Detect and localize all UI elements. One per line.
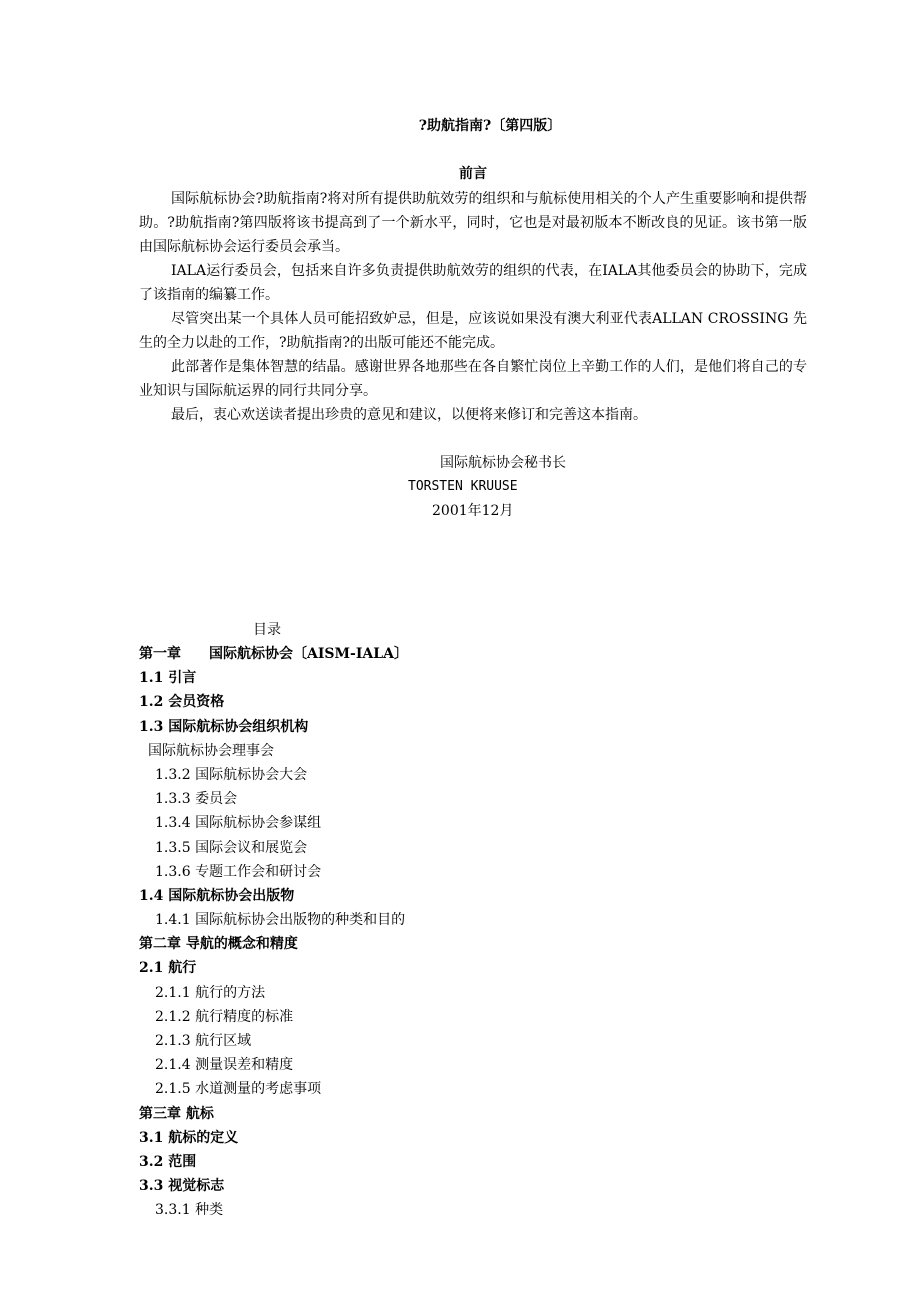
toc-entry[interactable]: 1.4.1 国际航标协会出版物的种类和目的: [155, 912, 406, 929]
table-of-contents: [139, 642, 819, 1223]
preface-paragraph: IALA运行委员会，包括来自许多负责提供助航效劳的组织的代表，在IALA其他委员会的协助下，完成了该指南的编纂工作。: [139, 263, 807, 303]
toc-entry[interactable]: 2.1.3 航行区域: [155, 1033, 252, 1049]
toc-entry[interactable]: 2.1.1 航行的方法: [155, 984, 266, 1001]
toc-entry[interactable]: 1.1 引言: [139, 670, 197, 687]
toc-entry[interactable]: 1.4 国际航标协会出版物: [139, 887, 295, 904]
preface-paragraph: 最后，衷心欢送读者提出珍贵的意见和建议，以便将来修订和完善这本指南。: [171, 407, 647, 423]
toc-entry[interactable]: 国际航标协会理事会: [148, 742, 274, 759]
toc-entry[interactable]: 第二章 导航的概念和精度: [139, 936, 298, 953]
preface-paragraph: 此部著作是集体智慧的结晶。感谢世界各地那些在各自繁忙岗位上辛勤工作的人们，是他们将自己的专业知识与国际航运界的同行共同分享。: [139, 359, 807, 399]
toc-heading: 目录: [253, 622, 281, 638]
toc-entry[interactable]: 1.3.5 国际会议和展览会: [155, 839, 308, 856]
toc-entry[interactable]: 2.1.4 测量误差和精度: [155, 1057, 294, 1074]
toc-entry[interactable]: 2.1.5 水道测量的考虑事项: [155, 1081, 322, 1098]
toc-entry[interactable]: 1.3 国际航标协会组织机构: [139, 718, 309, 735]
toc-entry[interactable]: 2.1.2 航行精度的标准: [155, 1008, 294, 1025]
toc-entry[interactable]: 3.1 航标的定义: [139, 1129, 239, 1146]
toc-entry[interactable]: 1.3.4 国际航标协会参谋组: [155, 815, 322, 832]
toc-entry[interactable]: 3.3 视觉标志: [139, 1178, 225, 1195]
toc-entry[interactable]: 1.3.2 国际航标协会大会: [155, 766, 308, 783]
toc-entry[interactable]: 1.3.6 专题工作会和研讨会: [155, 863, 322, 880]
signature-organization: 国际航标协会秘书长: [440, 455, 566, 471]
toc-entry[interactable]: 1.2 会员资格: [139, 694, 225, 711]
toc-entry[interactable]: 第一章 国际航标协会〔AISM-IALA〕: [139, 646, 408, 662]
toc-entry[interactable]: 第三章 航标: [139, 1105, 214, 1122]
toc-entry[interactable]: 1.3.3 委员会: [155, 791, 238, 808]
preface-heading: 前言: [459, 166, 487, 182]
signature-date: 2001年12月: [432, 503, 514, 519]
preface-body: [139, 187, 807, 427]
signature-name: TORSTEN KRUUSE: [408, 479, 518, 494]
toc-entry[interactable]: 3.3.1 种类: [155, 1202, 224, 1219]
preface-paragraph: 尽管突出某一个具体人员可能招致妒忌，但是，应该说如果没有澳大利亚代表ALLAN CROSSING 先生的全力以赴的工作，?助航指南?的出版可能还不能完成。: [139, 311, 807, 351]
toc-entry[interactable]: 2.1 航行: [139, 960, 197, 977]
preface-paragraph: 国际航标协会?助航指南?将对所有提供助航效劳的组织和与航标使用相关的个人产生重要影响和提供帮助。?助航指南?第四版将该书提高到了一个新水平，同时，它也是对最初版本不断改良的见证。该书第一版由国际航标协会运行委员会承当。: [139, 191, 807, 255]
toc-entry[interactable]: 3.2 范围: [139, 1153, 197, 1170]
document-title: ?助航指南?〔第四版〕: [418, 118, 562, 134]
